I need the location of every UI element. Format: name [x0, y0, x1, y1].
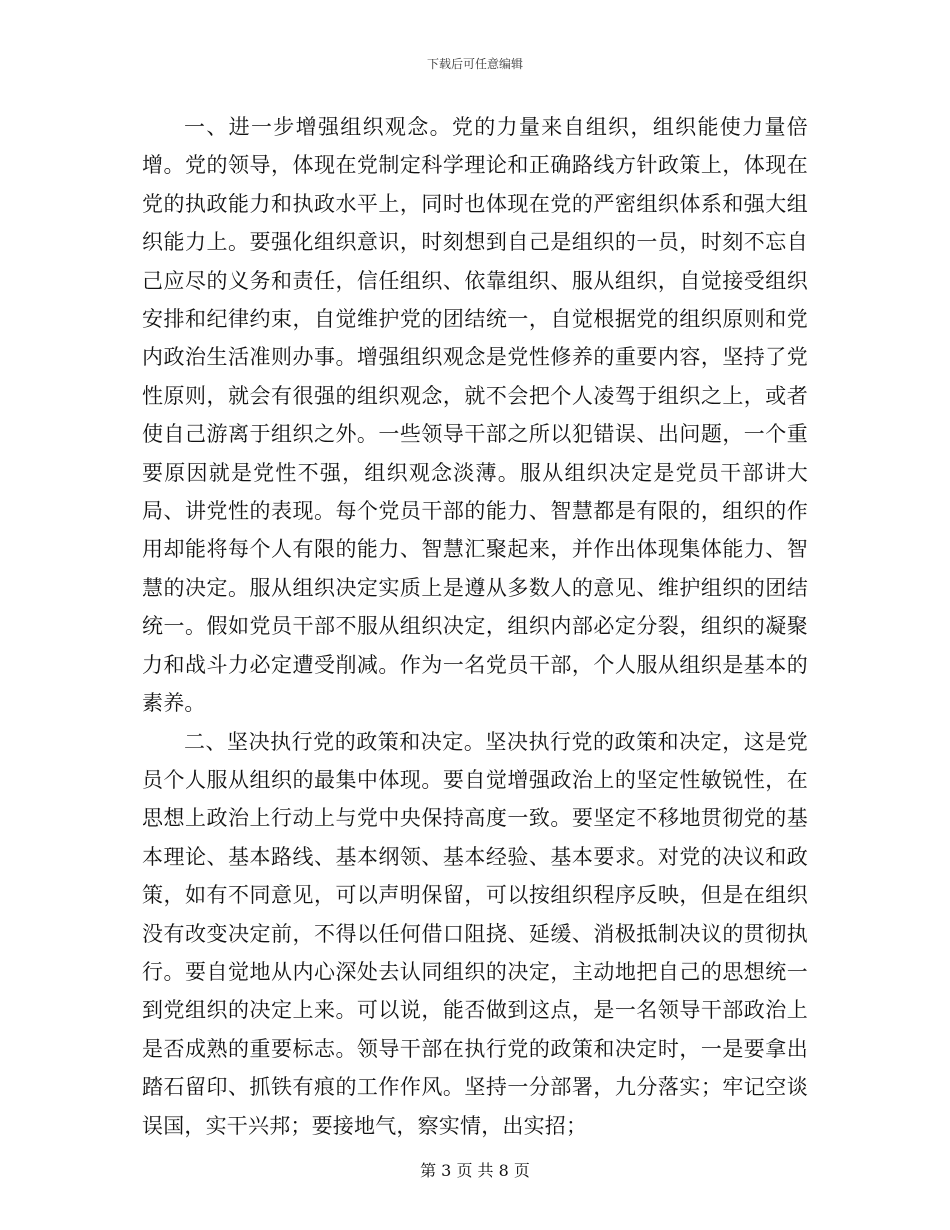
paragraph-1: 一、进一步增强组织观念。党的力量来自组织，组织能使力量倍增。党的领导，体现在党制定科学理论和正确路线方针政策上，体现在党的执政能力和执政水平上，同时也体现在党的严密组织体系和强大组织能力上。要强化组织意识，时刻想到自己是组织的一员，时刻不忘自己应尽的义务和责任，信任组织、依靠组织、服从组织，自觉接受组织安排和纪律约束，自觉维护党的团结统一，自觉根据党的组织原则和党内政治生活准则办事。增强组织观念是党性修养的重要内容，坚持了党性原则，就会有很强的组织观念，就不会把个人凌驾于组织之上，或者使自己游离于组织之外。一些领导干部之所以犯错误、出问题，一个重要原因就是党性不强，组织观念淡薄。服从组织决定是党员干部讲大局、讲党性的表现。每个党员干部的能力、智慧都是有限的，组织的作用却能将每个人有限的能力、智慧汇聚起来，并作出体现集体能力、智慧的决定。服从组织决定实质上是遵从多数人的意见、维护组织的团结统一。假如党员干部不服从组织决定，组织内部必定分裂，组织的凝聚力和战斗力必定遭受削减。作为一名党员干部，个人服从组织是基本的素养。 — [142, 115, 808, 716]
page-header: 下载后可任意编辑 — [426, 57, 523, 71]
document-body — [142, 108, 808, 1145]
paragraph-2: 二、坚决执行党的政策和决定。坚决执行党的政策和决定，这是党员个人服从组织的最集中体现。要自觉增强政治上的坚定性敏锐性，在思想上政治上行动上与党中央保持高度一致。要坚定不移地贯彻党的基本理论、基本路线、基本纲领、基本经验、基本要求。对党的决议和政策，如有不同意见，可以声明保留，可以按组织程序反映，但是在组织没有改变决定前，不得以任何借口阻挠、延缓、消极抵制决议的贯彻执行。要自觉地从内心深处去认同组织的决定，主动地把自己的思想统一到党组织的决定上来。可以说，能否做到这点，是一名领导干部政治上是否成熟的重要标志。领导干部在执行党的政策和决定时，一是要拿出踏石留印、抓铁有痕的工作作风。坚持一分部署，九分落实；牢记空谈误国，实干兴邦；要接地气，察实情，出实招； — [142, 729, 808, 1138]
page-number-footer: 第 3 页 共 8 页 — [420, 1161, 530, 1180]
